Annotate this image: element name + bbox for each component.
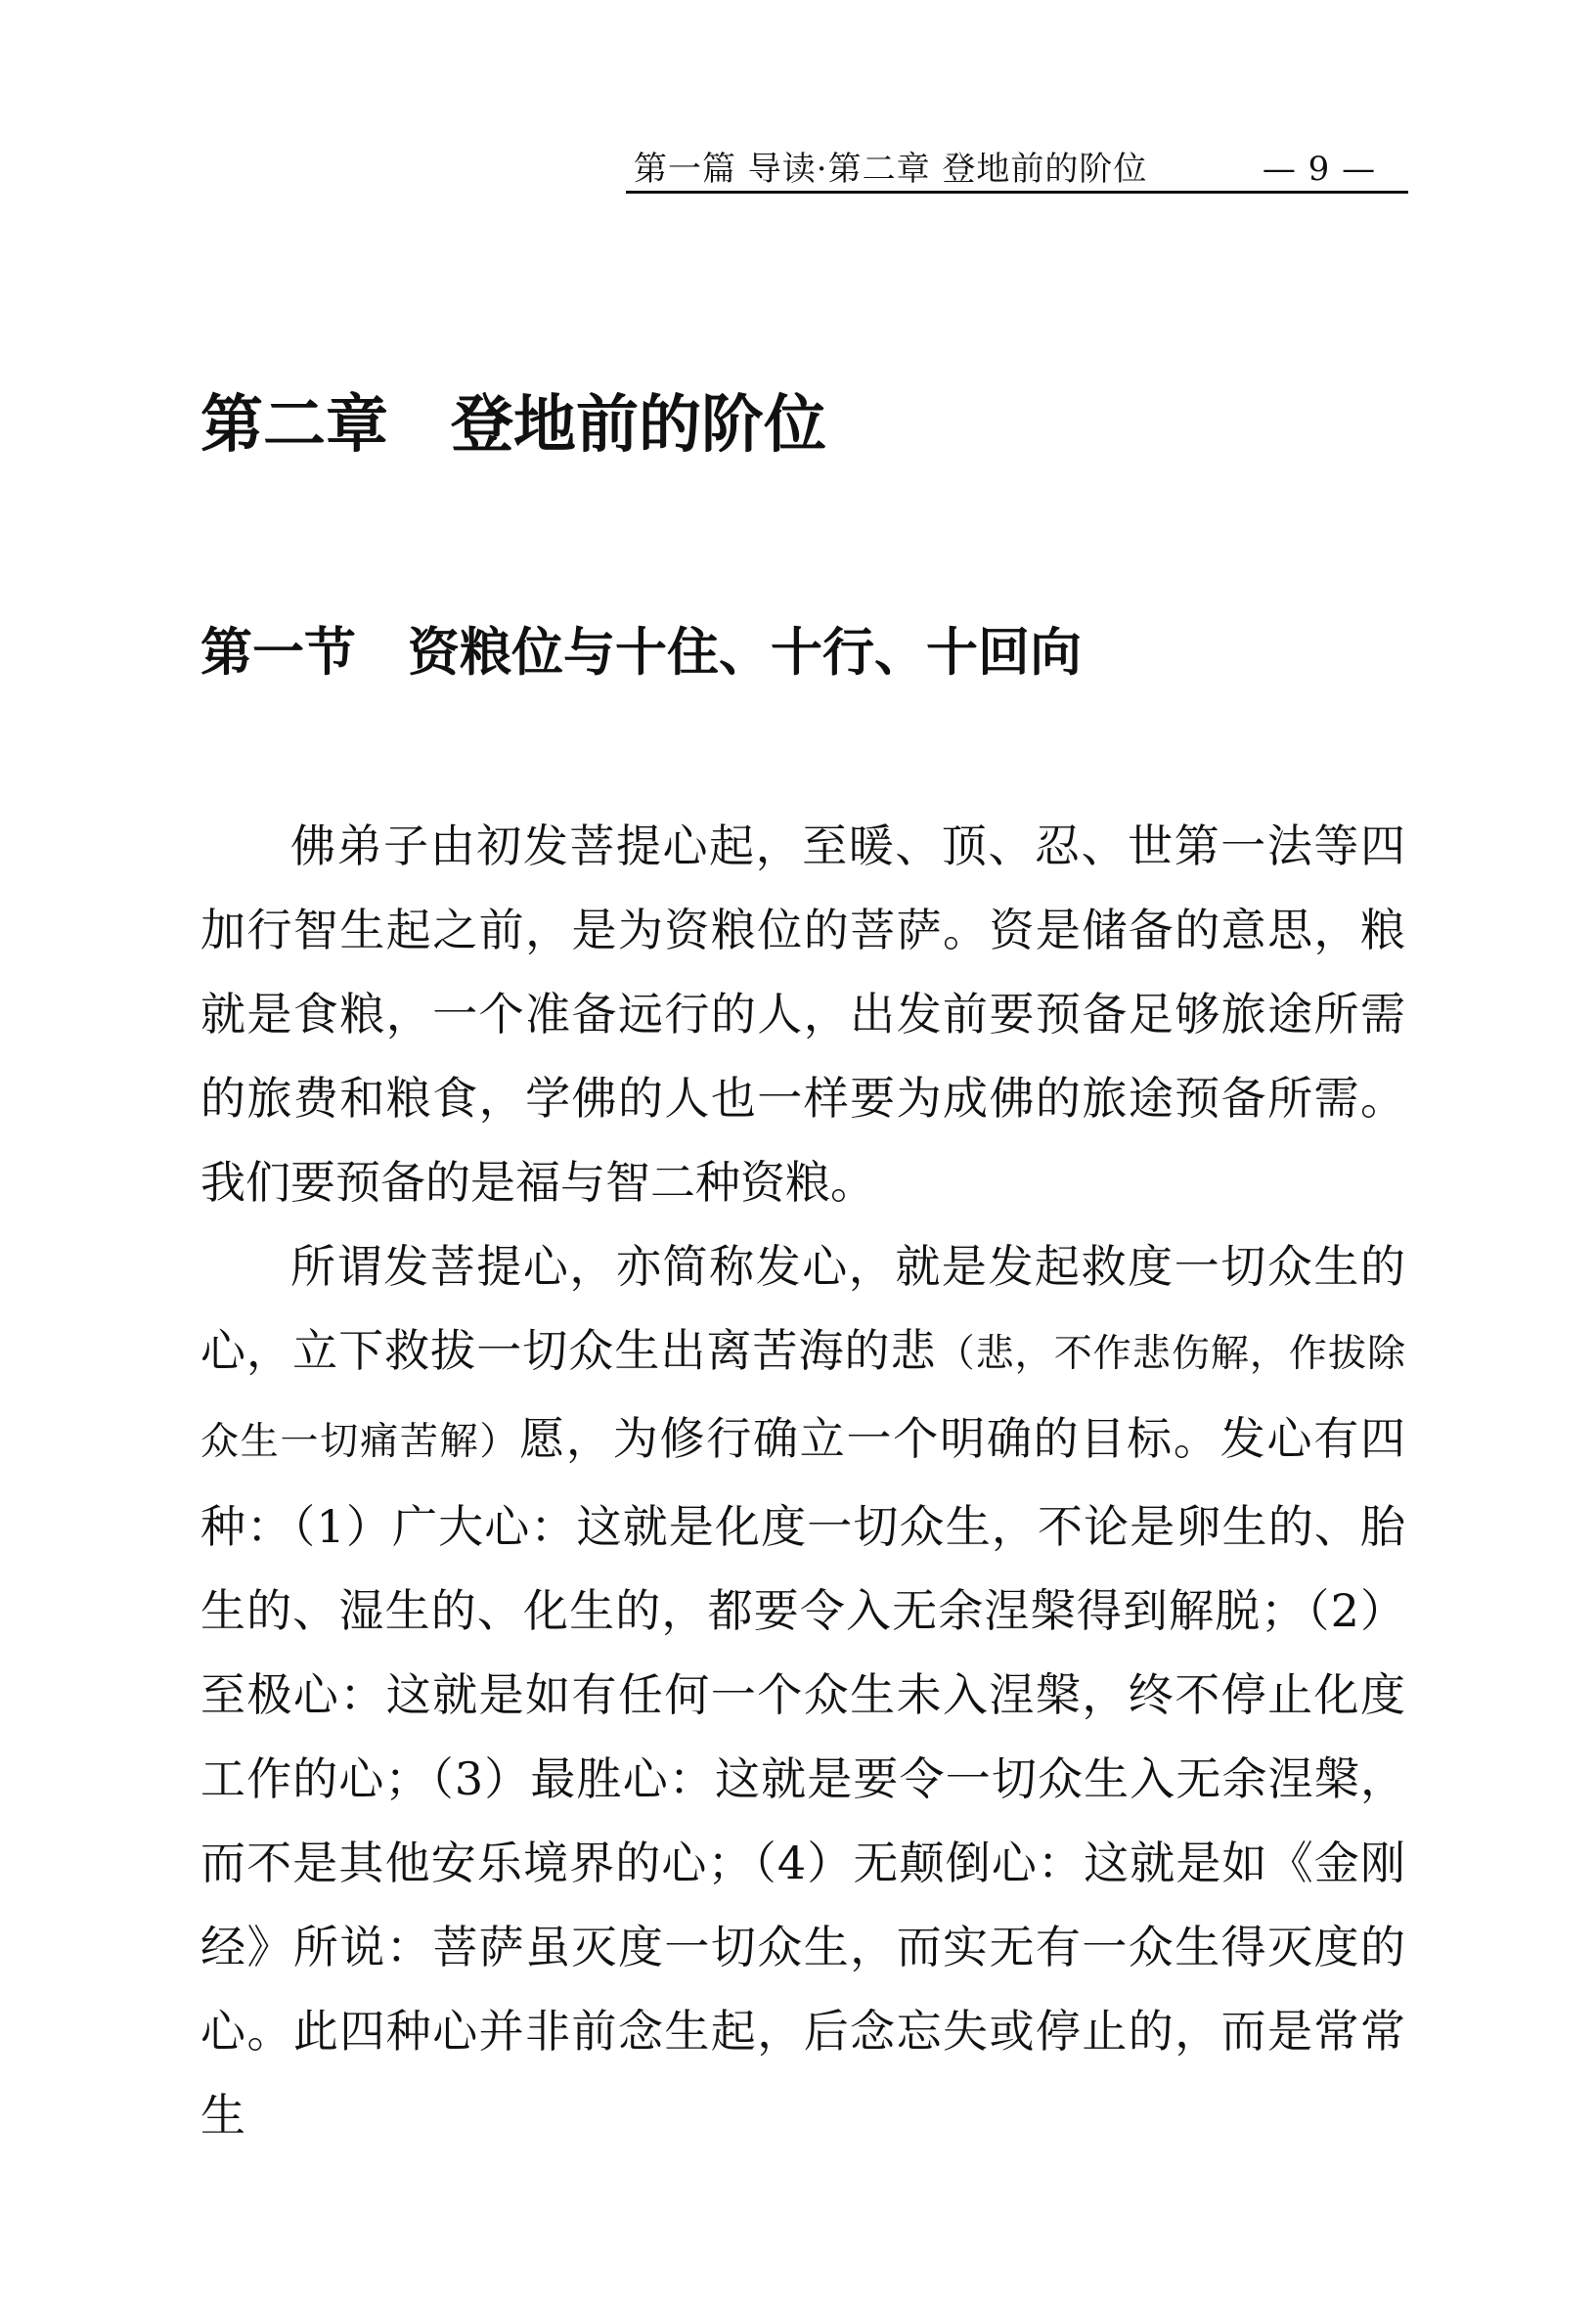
running-header-title: 第一篇 导读·第二章 登地前的阶位 [634,150,1148,189]
paragraph-2-text-before-note: 所谓发菩提心，亦简称发心，就是发起救度一切众生的心，立下救拔一切众生出离苦海的悲 [200,1240,1405,1377]
chapter-title: 第二章 登地前的阶位 [200,388,826,462]
section-title: 第一节 资粮位与十住、十行、十回向 [200,622,1082,683]
body-text [200,804,1405,2157]
paragraph-2 [200,1224,1405,2157]
page-number: — 9 — [1262,150,1377,189]
inline-annotation: （悲，不作悲伤解，作拔除众生一切痛苦解） [200,1332,1405,1464]
paragraph-1: 佛弟子由初发菩提心起，至暖、顶、忍、世第一法等四加行智生起之前，是为资粮位的菩萨。资是储备的意思，粮就是食粮，一个准备远行的人，出发前要预备足够旅途所需的旅费和粮食，学佛的人也一样要为成佛的旅途预备所需。我们要预备的是福与智二种资粮。 [200,819,1405,1209]
running-header [626,145,1408,194]
header-rule [626,191,1408,194]
paragraph-2-text-after-note: 愿，为修行确立一个明确的目标。发心有四种：（1）广大心：这就是化度一切众生，不论是卵生的、胎生的、湿生的、化生的，都要令入无余涅槃得到解脱；（2）至极心：这就是如有任何一个众生未入涅槃，终不停止化度工作的心；（3）最胜心：这就是要令一切众生入无余涅槃，而不是其他安乐境界的心；（4）无颠倒心：这就是如《金刚经》所说：菩萨虽灭度一切众生，而实无有一众生得灭度的心。此四种心并非前念生起，后念忘失或停止的，而是常常生 [200,1412,1405,2142]
